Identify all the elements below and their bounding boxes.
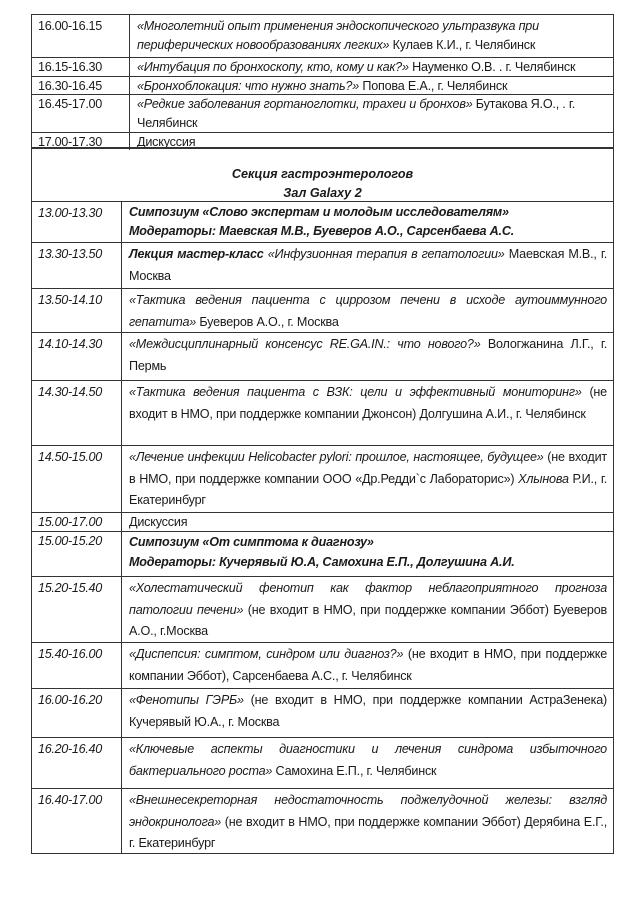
talk-cell [130, 58, 613, 76]
talk-title: «Диспепсия: симптом, синдром или диагноз?» [129, 647, 404, 661]
talk-speaker: Буеверов А.О., г. Москва [196, 314, 339, 329]
table-row [32, 288, 613, 332]
talk-cell [122, 643, 613, 688]
talk-cell [130, 77, 613, 94]
talk-sponsor: (не входит в НМО, при поддержке компании ООО «Др.Редди`с Лабораторис») [129, 450, 607, 486]
speaker-rest: Р.И., г. Екатеринбург [129, 471, 607, 507]
time-cell: 13.30-13.50 [32, 243, 122, 288]
table-row [32, 737, 613, 788]
talk-title: «Внешнесекреторная недостаточность поджелудочной железы: взгляд эндокринолога» [129, 793, 607, 829]
talk-speaker: Вологжанина Л.Г., г. Пермь [129, 337, 607, 373]
talk-speaker: (не входит в НМО, при поддержке компании Джонсон) Долгушина А.И., г. Челябинск [129, 385, 607, 421]
talk-speaker: (не входит в НМО, при поддержке компании АстраЗенека) Кучерявый Ю.А., г. Москва [129, 693, 607, 729]
time-cell: 14.10-14.30 [32, 333, 122, 380]
time-cell: 15.00-15.20 [32, 532, 122, 576]
talk-cell [130, 15, 613, 57]
table-row [32, 788, 613, 854]
table-row [32, 642, 613, 688]
talk-title: «Фенотипы ГЭРБ» [129, 693, 244, 707]
section-title: Секция гастроэнтерологов [231, 167, 414, 181]
lecture-label: Лекция мастер-класс [129, 247, 264, 261]
talk-title: «Ключевые аспекты диагностики и лечения синдрома избыточного бактериального роста» [129, 742, 607, 778]
table-row [32, 531, 613, 576]
talk-title: «Инфузионная терапия в гепатологии» [263, 247, 505, 261]
symposium-title: Симпозиум «От симптома к диагнозу» [129, 535, 374, 549]
talk-speaker: Самохина Е.П., г. Челябинск [272, 763, 437, 778]
talk-cell [122, 381, 613, 445]
symposium-title: Симпозиум «Слово экспертам и молодым исследователям» [129, 205, 509, 219]
discussion-label: Дискуссия [129, 515, 188, 529]
discussion-label: Дискуссия [137, 135, 196, 149]
table-row [32, 445, 613, 512]
talk-cell [122, 577, 613, 642]
talk-cell [122, 738, 613, 788]
time-cell: 16.40-17.00 [32, 789, 122, 854]
time-cell: 13.00-13.30 [32, 202, 122, 242]
talk-cell [122, 513, 613, 531]
symposium-cell [122, 532, 613, 576]
talk-cell [122, 333, 613, 380]
time-cell: 16.00-16.20 [32, 689, 122, 737]
talk-title: «Холестатический фенотип как фактор неблагоприятного прогноза патологии печени» [129, 581, 607, 617]
time-cell: 13.50-14.10 [32, 289, 122, 332]
talk-speaker: (не входит в НМО, при поддержке компании Эббот) Дерябина Е.Г., г. Екатеринбург [129, 814, 607, 850]
talk-title: «Редкие заболевания гортаноглотки, трахеи и бронхов» [137, 97, 473, 111]
talk-title: «Тактика ведения пациента с ВЗК: цели и эффективный мониторинг» [129, 385, 582, 399]
table-row [32, 94, 613, 132]
symposium-moderators: Модераторы: Кучерявый Ю.А, Самохина Е.П., Долгушина А.И. [129, 555, 515, 569]
talk-cell [122, 789, 613, 854]
symposium-cell [122, 202, 613, 242]
time-cell: 15.00-17.00 [32, 513, 122, 531]
table-row [32, 332, 613, 380]
table-row [32, 576, 613, 642]
talk-title: «Многолетний опыт применения эндоскопического ультразвука при периферических новообразованиях легких» [137, 19, 539, 52]
time-cell: 16.45-17.00 [32, 95, 130, 132]
time-cell: 16.00-16.15 [32, 15, 130, 57]
time-cell: 14.30-14.50 [32, 381, 122, 445]
symposium-moderators: Модераторы: Маевская М.В., Буеверов А.О., Сарсенбаева А.С. [129, 224, 515, 238]
program-table-pulmonology [31, 14, 614, 149]
talk-speaker: Бутакова Я.О., . г. Челябинск [137, 97, 576, 130]
talk-speaker: (не входит в НМО, при поддержке компании Эббот) Буеверов А.О., г.Москва [129, 602, 607, 638]
talk-cell [122, 289, 613, 332]
time-cell: 16.20-16.40 [32, 738, 122, 788]
talk-speaker: Науменко О.В. . г. Челябинск [408, 60, 576, 74]
talk-cell [122, 689, 613, 737]
table-row [32, 76, 613, 94]
time-cell: 17.00-17.30 [32, 133, 130, 150]
talk-cell [122, 446, 613, 512]
talk-speaker: Маевская М.В., г. Москва [129, 247, 607, 283]
talk-cell [122, 243, 613, 288]
talk-cell [130, 95, 613, 132]
time-cell: 16.30-16.45 [32, 77, 130, 94]
time-cell: 16.15-16.30 [32, 58, 130, 76]
talk-title: «Лечение инфекции Helicobacter pylori: прошлое, настоящее, будущее» [129, 450, 544, 464]
talk-title: «Бронхоблокация: что нужно знать?» [137, 79, 360, 93]
time-cell: 15.20-15.40 [32, 577, 122, 642]
table-row [32, 15, 613, 57]
table-row [32, 57, 613, 76]
table-row [32, 242, 613, 288]
time-cell: 14.50-15.00 [32, 446, 122, 512]
table-row [32, 688, 613, 737]
talk-title: «Тактика ведения пациента с циррозом печени в исходе аутоиммунного гепатита» [129, 293, 607, 329]
talk-speaker: (не входит в НМО, при поддержке компании Эббот), Сарсенбаева А.С., г. Челябинск [129, 647, 607, 683]
section-header [31, 147, 614, 202]
speaker-surname: Хлынова [518, 471, 569, 486]
table-row [32, 202, 613, 242]
talk-title: «Междисциплинарный консенсус RE.GA.IN.: что нового?» [129, 337, 481, 351]
talk-title: «Интубация по бронхоскопу, кто, кому и как?» [137, 60, 409, 74]
program-table-gastroenterology [31, 201, 614, 854]
talk-speaker: Кулаев К.И., г. Челябинск [389, 37, 536, 52]
talk-speaker: Попова Е.А., г. Челябинск [359, 79, 508, 93]
table-row [32, 380, 613, 445]
table-row [32, 512, 613, 531]
time-cell: 15.40-16.00 [32, 643, 122, 688]
section-hall: Зал Galaxy 2 [283, 186, 362, 200]
